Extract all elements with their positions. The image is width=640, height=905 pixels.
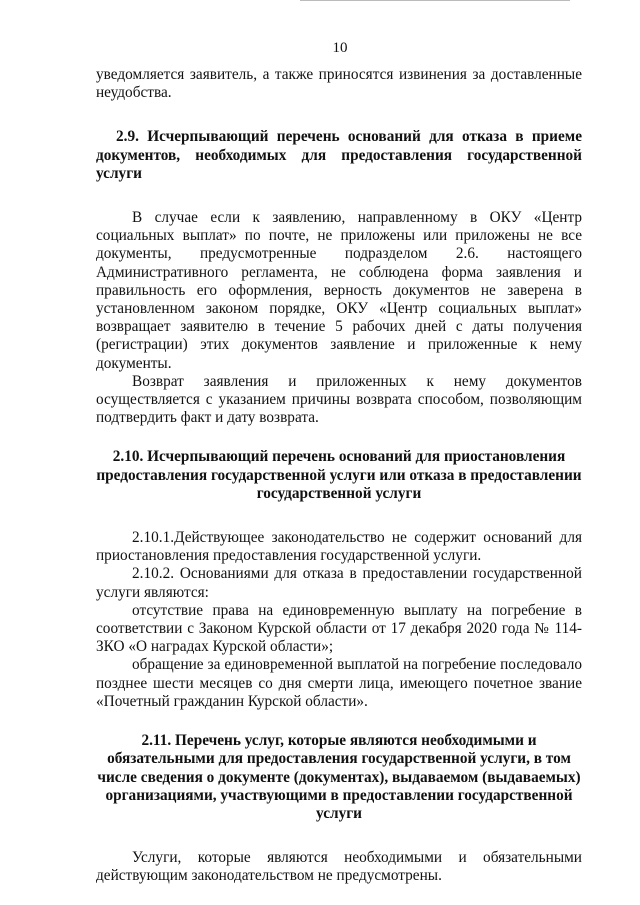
section-heading-2-11: 2.11. Перечень услуг, которые являются необходимыми и обязательными для предоставления государственной услуги, в том числе сведения о документе (документах), выдаваемом (выдаваемых) организациями, участвующими в предоставлении государственной услуги	[97, 732, 581, 822]
section-heading-2-10: 2.10. Исчерпывающий перечень оснований для приостановления предоставления государственной услуги или отказа в предоставлении государственной услуги	[96, 448, 582, 502]
paragraph-2-10-2: 2.10.2. Основаниями для отказа в предоставлении государственной услуги являются:	[96, 565, 582, 601]
paragraph-2-10-1: 2.10.1.Действующее законодательство не содержит оснований для приостановления предоставления государственной услуги.	[96, 529, 582, 565]
top-edge-lines	[300, 0, 570, 5]
document-body	[96, 66, 582, 886]
paragraph-refusal-reason-1: отсутствие права на единовременную выплату на погребение в соответствии с Законом Курской области от 17 декабря 2020 года № 114-ЗКО «О наградах Курской области»;	[96, 601, 582, 656]
section-heading-2-9: 2.9. Исчерпывающий перечень оснований для отказа в приеме документов, необходимых для предоставления государственной услуги	[96, 128, 582, 182]
paragraph-services: Услуги, которые являются необходимыми и обязательными действующим законодательством не предусмотрены.	[96, 849, 582, 885]
paragraph-return-procedure: Возврат заявления и приложенных к нему документов осуществляется с указанием причины возврата способом, позволяющим подтвердить факт и дату возврата.	[96, 372, 582, 427]
paragraph-return-conditions: В случае если к заявлению, направленному в ОКУ «Центр социальных выплат» по почте, не приложены или приложены не все документы, предусмотренные подразделом 2.6. настоящего Административного регламента, не соблюдена форма заявления и правильность его оформления, верность документов не заверена в установленном законом порядке, ОКУ «Центр социальных выплат» возвращает заявителю в течение 5 рабочих дней с даты получения (регистрации) этих документов заявление и приложенные к нему документы.	[96, 209, 582, 372]
paragraph-continuation: уведомляется заявитель, а также приносятся извинения за доставленные неудобства.	[96, 66, 582, 102]
page-number: 10	[332, 40, 348, 56]
paragraph-refusal-reason-2: обращение за единовременной выплатой на погребение последовало позднее шести месяцев со дня смерти лица, имеющего почетное звание «Почетный гражданин Курской области».	[96, 656, 582, 710]
